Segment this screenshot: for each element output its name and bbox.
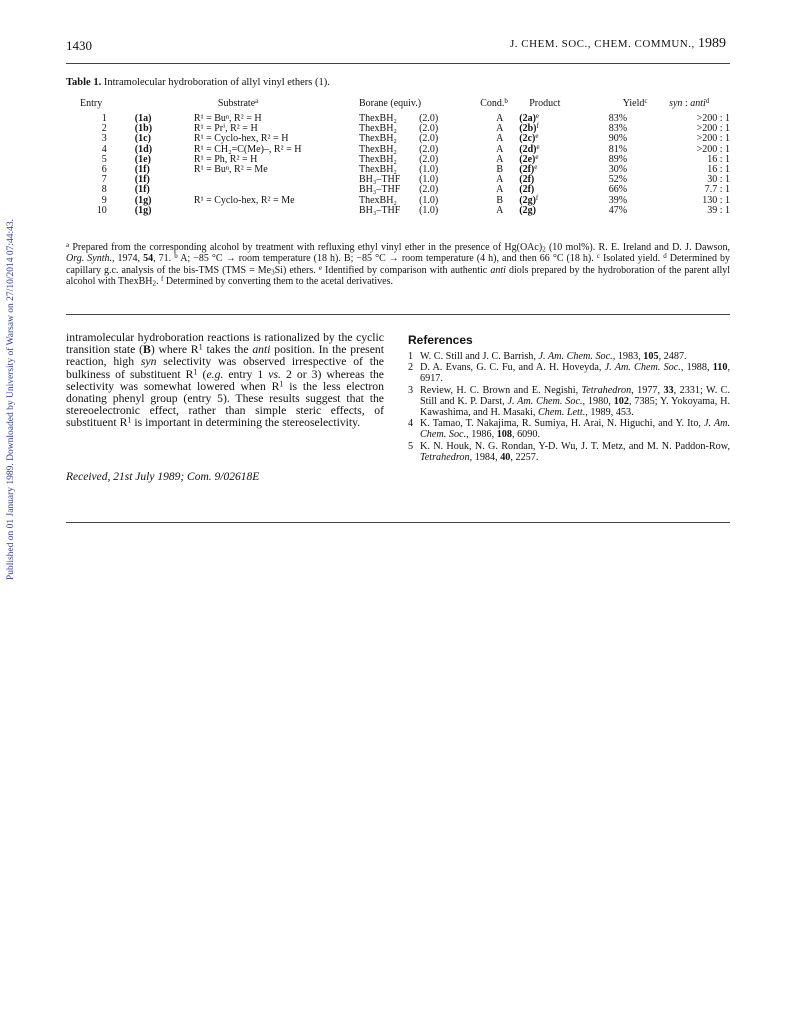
body-sup-1: 1 — [198, 342, 203, 352]
product-note: f — [535, 193, 539, 202]
reference-journal: J. Am. Chem. Soc. — [538, 351, 613, 362]
ratio-header-syn: syn — [669, 97, 683, 109]
table-cell-code: (1f) — [134, 174, 150, 186]
body-italic-eg: e.g. — [206, 367, 224, 381]
table-cell-code: (1g) — [134, 204, 152, 216]
table-cell-yield: 83% — [608, 123, 628, 135]
product-code: (2f) — [519, 164, 535, 176]
body-sup-4: 1 — [127, 415, 132, 425]
body-text-7: entry 1 — [223, 367, 269, 381]
table-cell-yield: 90% — [608, 133, 628, 145]
references-heading: References — [408, 333, 473, 347]
table-cell-ratio: 130 : 1 — [702, 194, 730, 206]
table-cell-ratio: 39 : 1 — [707, 204, 730, 216]
table-cell-cond: B — [496, 164, 504, 176]
download-notice[interactable] — [0, 180, 22, 620]
table-cell-ratio: 16 : 1 — [707, 153, 730, 165]
table-footnotes — [66, 242, 730, 288]
body-bold-B: B — [143, 343, 151, 357]
table-cell-code: (1f) — [134, 164, 150, 176]
table-cell-code: (1f) — [134, 184, 150, 196]
received-line: Received, 21st July 1989; Com. 9/02618E — [66, 471, 260, 483]
footnote-c-mark: c — [596, 252, 600, 261]
table-cell-yield: 81% — [608, 143, 628, 155]
substrate-header-note: a — [255, 96, 259, 105]
table-cell-code: (1g) — [134, 194, 152, 206]
table-cell-equiv: (1.0) — [419, 174, 439, 186]
data-table — [66, 96, 730, 216]
table-cell-equiv: (2.0) — [419, 133, 439, 145]
body-text-2: ) where R — [150, 343, 199, 357]
table-cell-code: (1b) — [134, 123, 153, 135]
footnote-d-text: Determined by capillary g.c. analysis of the bis-TMS (TMS = Me — [66, 253, 731, 276]
footnote-d-sub: 3 — [271, 268, 275, 277]
reference-year: , 1980, — [582, 395, 614, 407]
reference-volume: 33 — [663, 384, 674, 396]
table-cell-yield: 89% — [608, 153, 628, 165]
product-code: (2f) — [519, 184, 535, 196]
table-cell-yield: 83% — [608, 113, 628, 124]
col-cond-header — [480, 96, 519, 114]
table-cell-substrate: R¹ = Ph, R² = H — [193, 153, 258, 165]
table-cell-ratio: >200 : 1 — [696, 143, 730, 155]
table-cell-ratio: >200 : 1 — [696, 113, 730, 124]
footnote-e-mark: e — [318, 263, 322, 272]
table-cell-entry: 1 — [101, 113, 107, 124]
reference-journal: J. Am. Chem. Soc. — [420, 418, 730, 441]
footnote-d-mark: d — [663, 252, 667, 261]
reference-journal: Tetrahedron — [420, 451, 470, 463]
table-cell-equiv: (1.0) — [419, 204, 439, 216]
cond-header-note: b — [504, 96, 508, 105]
reference-item — [408, 441, 730, 463]
reference-authors: K. Tamao, T. Nakajima, R. Sumiya, H. Arai, N. Higuchi, and Y. Ito, — [420, 418, 704, 430]
table-cell-entry: 10 — [96, 204, 107, 216]
table-row — [66, 114, 730, 124]
table-cell-cond: A — [496, 204, 504, 216]
reference-item — [408, 418, 730, 440]
product-note: e — [535, 132, 539, 141]
footnote-a-text-2: (10 mol%). R. E. Ireland and D. J. Dawson, — [548, 242, 731, 253]
table-cell-borane: ThexBH₂ — [358, 123, 397, 135]
reference-pages: , 6917. — [420, 362, 730, 385]
footnote-e-text: Identified by comparison with authentic — [325, 264, 488, 276]
reference-volume: 108 — [496, 429, 512, 441]
table-cell-equiv: (2.0) — [419, 113, 439, 124]
body-text-1: intramolecular hydroboration reactions is rationalized by the cyclic transition state ( — [66, 331, 384, 357]
footnote-b-mark: b — [174, 252, 178, 261]
table-caption — [66, 77, 330, 88]
journal-year: 1989 — [698, 36, 726, 51]
reference-pages: , 7385; Y. Yokoyama, H. Kawashima, and H. Masaki, — [420, 395, 731, 419]
table-cell-equiv: (2.0) — [419, 184, 439, 196]
table-cell-entry: 7 — [101, 174, 107, 186]
table-cell-ratio: 7.7 : 1 — [704, 184, 730, 196]
table-cell-substrate: R¹ = Buⁿ, R² = Me — [193, 164, 268, 176]
reference-authors: D. A. Evans, G. C. Fu, and A. H. Hoveyda, — [420, 362, 605, 374]
footnote-a-text-3: , 1974, — [112, 253, 141, 265]
table-row — [66, 145, 730, 155]
table-cell-ratio: 30 : 1 — [707, 174, 730, 186]
table-cell-ratio: >200 : 1 — [696, 123, 730, 135]
footnote-f-mark: f — [160, 275, 164, 284]
table-cell-cond: A — [496, 133, 504, 145]
col-yield-header — [609, 96, 669, 114]
table-row — [66, 124, 730, 134]
body-text-6: ( — [197, 367, 207, 381]
yield-header-text: Yield — [622, 97, 645, 109]
body-text-5: selectivity was observed irrespective of the bulkiness of substituent R — [66, 355, 384, 381]
footnote-d-text-2: Si) ethers. — [274, 264, 316, 276]
table-cell-yield: 39% — [608, 194, 628, 206]
table-cell-equiv: (1.0) — [419, 164, 439, 176]
table-cell-equiv: (2.0) — [419, 153, 439, 165]
reference-year: , 1983, — [612, 351, 644, 362]
reference-authors: W. C. Still and J. C. Barrish, — [420, 351, 539, 362]
footnote-e-sub: 2 — [152, 279, 156, 288]
header-rule — [66, 63, 730, 64]
reference-volume: 110 — [712, 362, 728, 374]
body-paragraph — [66, 332, 384, 430]
product-code: (2c) — [519, 133, 536, 145]
table-row — [66, 185, 730, 195]
reference-pages: , 2331; W. C. Still and K. P. Darst, — [420, 384, 730, 407]
footnote-e-text-3: . — [155, 276, 159, 288]
table-cell-code: (1a) — [134, 113, 152, 124]
footnote-a-sub: 2 — [542, 245, 546, 254]
reference-volume: 105 — [643, 351, 659, 362]
body-sup-2: 1 — [193, 366, 198, 376]
ratio-header-anti: anti — [690, 97, 706, 109]
table-cell-cond: A — [496, 123, 504, 135]
table-cell-equiv: (2.0) — [419, 143, 439, 155]
table-cell-borane: BH₃–THF — [358, 204, 401, 216]
body-text-9: is the less electron donating phenyl group (entry 5). These results suggest that the stereoelectronic effect, rather than simple steric effects, of substituent R — [66, 379, 384, 430]
product-note: e — [536, 142, 540, 151]
reference-journal: Chem. Lett. — [537, 407, 586, 419]
table-cell-borane: BH₃–THF — [358, 184, 401, 196]
table-cell-substrate: R¹ = Prⁱ, R² = H — [193, 123, 258, 135]
product-code: (2b) — [519, 123, 537, 135]
reference-journal: J. Am. Chem. Soc. — [604, 362, 681, 374]
table-header-row — [66, 96, 730, 114]
table-cell-substrate: R¹ = Buⁿ, R² = H — [193, 113, 262, 124]
product-note: e — [534, 162, 538, 171]
product-code: (2f) — [519, 174, 535, 186]
col-product-header: Product — [529, 97, 561, 109]
table-cell-cond: B — [496, 194, 504, 206]
footnote-a-journal: Org. Synth. — [66, 253, 113, 265]
footnote-a-mark: a — [66, 240, 70, 249]
ratio-header-note: d — [705, 96, 710, 105]
col-code-header — [107, 96, 194, 114]
journal-header — [510, 36, 726, 52]
yield-header-note: c — [644, 96, 648, 105]
table-cell-code: (1d) — [134, 143, 153, 155]
references-list — [408, 351, 730, 463]
table-cell-yield: 30% — [608, 164, 628, 176]
table-cell-borane: ThexBH₂ — [358, 113, 397, 124]
col-borane-header: Borane (equiv.) — [358, 97, 422, 109]
table-cell-borane: BH₃–THF — [358, 174, 401, 186]
table-caption-text: Intramolecular hydroboration of allyl vinyl ethers (1). — [103, 77, 330, 88]
table-cell-product — [519, 206, 608, 216]
table-cell-code: (1e) — [134, 153, 151, 165]
table-cell-yield: 52% — [608, 174, 628, 186]
table-caption-label: Table 1. — [66, 77, 102, 88]
download-notice-text[interactable]: Published on 01 January 1989. Downloaded by University of Warsaw on 27/10/2014 07:44:43. — [6, 219, 16, 581]
reference-year: , 1984, — [469, 451, 501, 463]
reference-pages: , 2487. — [658, 351, 687, 362]
table-cell-cond: A — [496, 174, 504, 186]
table-cell-cond: A — [496, 143, 504, 155]
table-cell-borane: ThexBH₂ — [358, 194, 397, 206]
table-cell-substrate — [194, 175, 359, 185]
table-bottom-rule — [66, 314, 730, 315]
footnote-a-text-4: , 71. — [153, 253, 172, 265]
table-cell-substrate: R¹ = CH₂=C(Me)–, R² = H — [193, 143, 302, 155]
table-cell-entry: 5 — [101, 153, 107, 165]
table-cell-substrate — [194, 206, 359, 216]
reference-number: 4 — [408, 418, 414, 430]
product-code: (2a) — [519, 113, 536, 124]
col-entry-header: Entry — [80, 97, 103, 109]
footnote-e-italic: anti — [490, 264, 506, 276]
table-cell-ratio: >200 : 1 — [696, 133, 730, 145]
reference-number: 1 — [408, 351, 414, 362]
reference-number: 3 — [408, 384, 414, 396]
table-cell-borane: ThexBH₂ — [358, 143, 397, 155]
body-italic-anti: anti — [252, 343, 271, 357]
body-text-3: takes the — [202, 343, 253, 357]
table-cell-substrate: R¹ = Cyclo-hex, R² = H — [193, 133, 289, 145]
reference-pages: , 2257. — [510, 451, 539, 463]
table-cell-cond: A — [496, 184, 504, 196]
table-cell-borane: ThexBH₂ — [358, 153, 397, 165]
footnote-c-text: Isolated yield. — [602, 253, 661, 265]
reference-item — [408, 362, 730, 384]
table-cell-substrate: R¹ = Cyclo-hex, R² = Me — [193, 194, 295, 206]
body-text-4: position. In the present reaction, high — [66, 343, 384, 369]
col-ratio-header: syn : anti$^d$ — [669, 96, 710, 109]
product-code: (2g) — [519, 204, 536, 216]
table-cell-yield: 47% — [608, 204, 628, 216]
page-number: 1430 — [66, 38, 92, 53]
table-cell-borane: ThexBH₂ — [358, 133, 397, 145]
cond-header-text: Cond. — [480, 97, 505, 109]
table-cell-entry: 2 — [101, 123, 107, 135]
table-cell-cond: A — [496, 113, 504, 124]
footnote-b-text: A; −85 °C → room temperature (18 h). B; −85 °C → room temperature (4 h), and then 66 °C (18 h). — [180, 253, 594, 265]
product-code: (2g) — [519, 194, 536, 206]
table-cell-equiv: (2.0) — [419, 123, 439, 135]
reference-journal: J. Am. Chem. Soc. — [507, 395, 583, 407]
body-italic-vs: vs. — [268, 367, 281, 381]
substrate-header-text: Substrate — [217, 97, 256, 109]
body-text-8: 2 or 3) whereas the selectivity was somewhat lowered when R — [66, 367, 384, 393]
reference-journal: Tetrahedron — [581, 384, 632, 396]
product-note: f — [536, 122, 539, 131]
table-row — [66, 155, 730, 165]
table-cell-entry: 8 — [101, 184, 107, 196]
journal-name: J. CHEM. SOC., CHEM. COMMUN., — [510, 38, 695, 50]
table-cell-borane: ThexBH₂ — [358, 164, 397, 176]
reference-year: , 1988, — [680, 362, 713, 374]
body-sup-3: 1 — [279, 379, 284, 389]
body-italic-syn: syn — [140, 355, 157, 369]
table-cell-equiv: (1.0) — [419, 194, 439, 206]
reference-item — [408, 385, 730, 419]
table-cell-code: (1c) — [134, 133, 151, 145]
product-code: (2e) — [519, 153, 536, 165]
reference-volume: 102 — [613, 395, 629, 407]
reference-number: 5 — [408, 440, 414, 452]
reference-pages: , 6090. — [511, 429, 540, 441]
table-cell-entry: 3 — [101, 133, 107, 145]
reference-item — [408, 351, 730, 362]
reference-pages: , 1989, 453. — [585, 407, 634, 419]
footnote-a-volume: 54 — [143, 253, 154, 265]
table-cell-entry: 9 — [101, 194, 107, 206]
table-row — [66, 134, 730, 144]
reference-number: 2 — [408, 362, 414, 374]
reference-authors: Review, H. C. Brown and E. Negishi, — [420, 384, 582, 396]
table-cell-entry: 4 — [101, 143, 107, 155]
body-text-10: is important in determining the stereoselectivity. — [131, 416, 361, 430]
reference-year: , 1986, — [466, 429, 497, 441]
product-note: e — [535, 111, 540, 120]
table-cell-yield: 66% — [608, 184, 628, 196]
product-code: (2d) — [519, 143, 537, 155]
footnote-e-text-2: diols prepared by the hydroboration of the parent allyl alcohol with ThexBH — [66, 264, 731, 288]
footnote-a-text: Prepared from the corresponding alcohol by treatment with refluxing ethyl vinyl ether in the presence of Hg(OAc) — [72, 242, 543, 253]
table-body — [66, 111, 730, 216]
reference-volume: 40 — [500, 451, 511, 463]
reference-year: , 1977, — [631, 384, 664, 396]
table-cell-ratio: 16 : 1 — [707, 164, 730, 176]
col-substrate-header — [194, 96, 359, 114]
footnote-f-text: Determined by converting them to the acetal derivatives. — [165, 276, 393, 288]
product-note: e — [535, 152, 539, 161]
table-cell-cond: A — [496, 153, 504, 165]
table-row — [66, 206, 730, 216]
table-cell-entry: 6 — [101, 164, 107, 176]
reference-authors: K. N. Houk, N. G. Rondan, Y-D. Wu, J. T. Metz, and M. N. Paddon-Row, — [420, 440, 730, 452]
bottom-rule — [66, 522, 730, 523]
